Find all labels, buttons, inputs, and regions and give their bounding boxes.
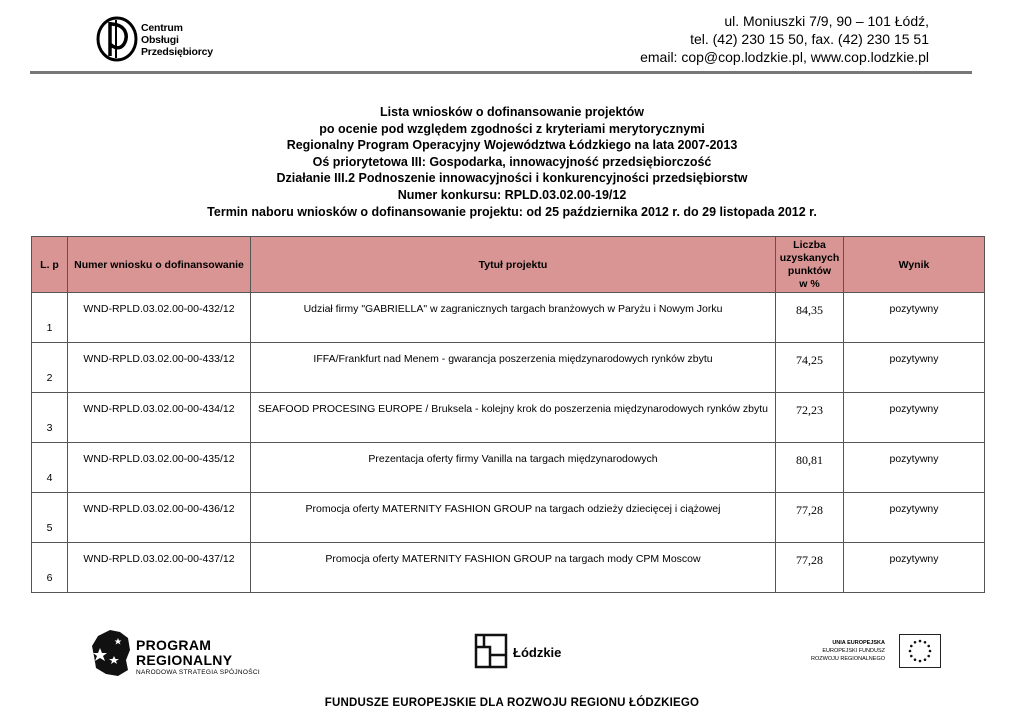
cell-lp: 2 [32, 343, 68, 393]
cell-title: Prezentacja oferty firmy Vanilla na targach międzynarodowych [251, 443, 776, 493]
cell-title: Promocja oferty MATERNITY FASHION GROUP na targach odzieży dziecięcej i ciążowej [251, 493, 776, 543]
table-row [32, 543, 985, 593]
document-title [0, 104, 1024, 220]
title-line: Działanie III.2 Podnoszenie innowacyjności i konkurencyjności przedsiębiorstw [276, 171, 748, 186]
cell-lp: 4 [32, 443, 68, 493]
cell-result: pozytywny [844, 293, 985, 343]
cell-points: 77,28 [776, 493, 844, 543]
cell-number: WND-RPLD.03.02.00-00-435/12 [68, 443, 251, 493]
cell-points: 74,25 [776, 343, 844, 393]
cell-result: pozytywny [844, 543, 985, 593]
cell-result: pozytywny [844, 443, 985, 493]
cell-number: WND-RPLD.03.02.00-00-432/12 [68, 293, 251, 343]
title-line: Oś priorytetowa III: Gospodarka, innowacyjność przedsiębiorczość [312, 154, 712, 169]
header-divider [30, 71, 972, 74]
cell-number: WND-RPLD.03.02.00-00-436/12 [68, 493, 251, 543]
cell-result: pozytywny [844, 343, 985, 393]
cell-lp: 3 [32, 393, 68, 443]
footer-caption: FUNDUSZE EUROPEJSKIE DLA ROZWOJU REGIONU ŁÓDZKIEGO [324, 697, 700, 709]
results-table [31, 236, 985, 593]
title-line: po ocenie pod względem zgodności z kryteriami merytorycznymi [319, 121, 705, 136]
table-row [32, 343, 985, 393]
table-row [32, 493, 985, 543]
lodzkie-mark-icon [474, 633, 508, 669]
eu-logo-text: UNIA EUROPEJSKA EUROPEJSKI FUNDUSZ ROZWOJU REGIONALNEGO [811, 640, 885, 662]
eu-flag-icon [899, 634, 941, 668]
cell-points: 77,28 [776, 543, 844, 593]
cell-points: 72,23 [776, 393, 844, 443]
cell-number: WND-RPLD.03.02.00-00-434/12 [68, 393, 251, 443]
eu-logo [806, 634, 941, 670]
header-number: Numer wniosku o dofinansowanie [68, 237, 251, 293]
contact-phone: tel. (42) 230 15 50, fax. (42) 230 15 51 [690, 31, 929, 47]
cell-points: 80,81 [776, 443, 844, 493]
contact-address: ul. Moniuszki 7/9, 90 – 101 Łódź, [724, 13, 929, 29]
cop-logo-text: Centrum Obsługi Przedsiębiorcy [141, 22, 213, 58]
cell-result: pozytywny [844, 493, 985, 543]
table-row [32, 443, 985, 493]
cell-points: 84,35 [776, 293, 844, 343]
cop-logo [96, 14, 213, 66]
table-row [32, 293, 985, 343]
cell-number: WND-RPLD.03.02.00-00-433/12 [68, 343, 251, 393]
cell-lp: 6 [32, 543, 68, 593]
table-row [32, 393, 985, 443]
header-points: Liczba uzyskanych punktów w % [776, 237, 844, 293]
cell-lp: 5 [32, 493, 68, 543]
cop-logo-mark-icon [96, 14, 140, 64]
header-lp: L. p [32, 237, 68, 293]
cell-title: SEAFOOD PROCESING EUROPE / Bruksela - kolejny krok do poszerzenia międzynarodowych rynków zbytu [251, 393, 776, 443]
cell-number: WND-RPLD.03.02.00-00-437/12 [68, 543, 251, 593]
header-result: Wynik [844, 237, 985, 293]
cell-title: IFFA/Frankfurt nad Menem - gwarancja poszerzenia międzynarodowych rynków zbytu [251, 343, 776, 393]
contact-block [640, 12, 929, 66]
cell-lp: 1 [32, 293, 68, 343]
cell-title: Udział firmy "GABRIELLA" w zagranicznych targach branżowych w Paryżu i Nowym Jorku [251, 293, 776, 343]
poland-map-icon [90, 626, 132, 680]
program-regionalny-text: PROGRAM REGIONALNY [136, 637, 233, 668]
lodzkie-text: Łódzkie [513, 645, 562, 660]
cell-result: pozytywny [844, 393, 985, 443]
table-header-row [32, 237, 985, 293]
program-regionalny-subtext: NARODOWA STRATEGIA SPÓJNOŚCI [136, 669, 260, 676]
lodzkie-logo [474, 633, 574, 671]
title-line: Numer konkursu: RPLD.03.02.00-19/12 [397, 187, 627, 202]
program-regionalny-logo [90, 626, 270, 680]
contact-email: email: cop@cop.lodzkie.pl, www.cop.lodzkie.pl [640, 49, 929, 65]
title-line: Regionalny Program Operacyjny Województwa Łódzkiego na lata 2007-2013 [286, 138, 738, 153]
cell-title: Promocja oferty MATERNITY FASHION GROUP na targach mody CPM Moscow [251, 543, 776, 593]
title-line: Termin naboru wniosków o dofinansowanie projektu: od 25 października 2012 r. do 29 listopada 2012 r. [207, 204, 817, 219]
header-title: Tytuł projektu [251, 237, 776, 293]
title-line: Lista wniosków o dofinansowanie projektów [380, 105, 644, 119]
